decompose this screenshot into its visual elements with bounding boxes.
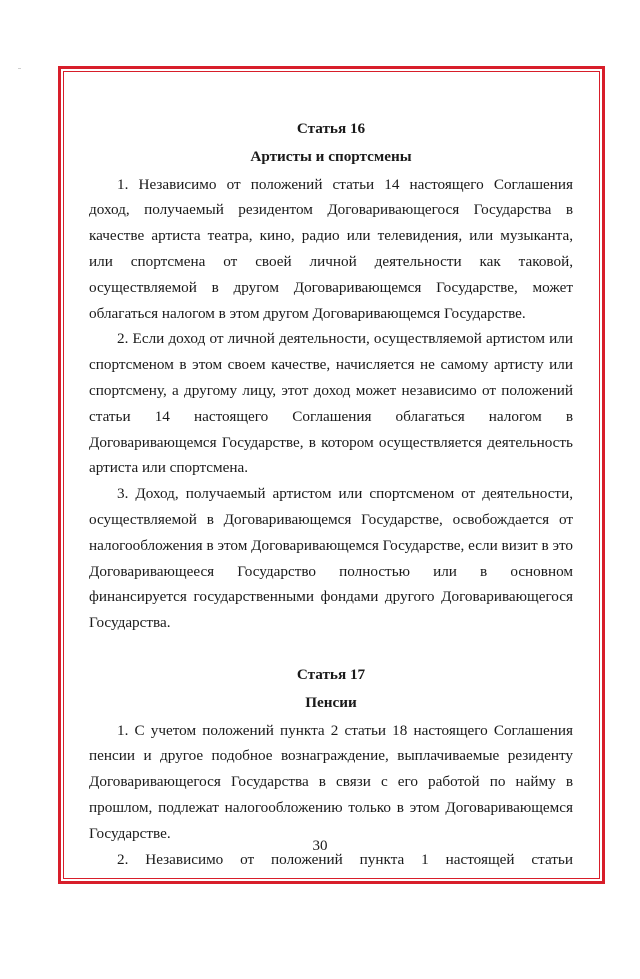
page-number: 30 (312, 838, 328, 854)
section-spacer (89, 636, 573, 662)
article-16-paragraph-1: 1. Независимо от положений статьи 14 настоящего Соглашения доход, получаемый резидентом Договаривающегося Государства в качестве артиста театра, кино, радио или телевидения, или музыканта, или спортсмена от своей личной деятельности как таковой, осуществляемой в другом Договаривающемся Государстве, может облагаться налогом в этом другом Договаривающемся Государстве. (89, 175, 573, 322)
document-body (89, 116, 573, 872)
article-17-number: Статья 17 (296, 665, 366, 683)
article-16-number: Статья 16 (296, 120, 366, 137)
article-16-paragraph-3: 3. Доход, получаемый артистом или спортсменом от деятельности, осуществляемой в Договаривающемся Государстве, освобождается от налогообложения в этом Договаривающемся Государстве, если визит в это Договаривающееся Государство полностью или в основном финансируется государственными фондами другого Договаривающегося Государства. (89, 485, 573, 632)
article-17-title: Пенсии (305, 693, 357, 711)
article-16-title: Артисты и спортсмены (250, 147, 412, 165)
article-16-paragraph-2: 2. Если доход от личной деятельности, осуществляемой артистом или спортсменом в этом своем качестве, начисляется не самому артисту или спортсмену, а другому лицу, этот доход может независимо от положений статьи 14 настоящего Соглашения облагаться налогом в Договаривающемся Государстве, в котором осуществляется деятельность артиста или спортсмена. (89, 330, 573, 477)
scan-mark (18, 68, 21, 69)
article-17-paragraph-2: 2. Независимо от положений пункта 1 настоящей статьи (117, 850, 573, 868)
article-17-paragraph-1: 1. С учетом положений пункта 2 статьи 18 настоящего Соглашения пенсии и другое подобное вознаграждение, выплачиваемые резиденту Договаривающегося Государства в связи с его работой по найму в прошлом, подлежат налогообложению только в этом Договаривающемся Государстве. (89, 721, 573, 842)
